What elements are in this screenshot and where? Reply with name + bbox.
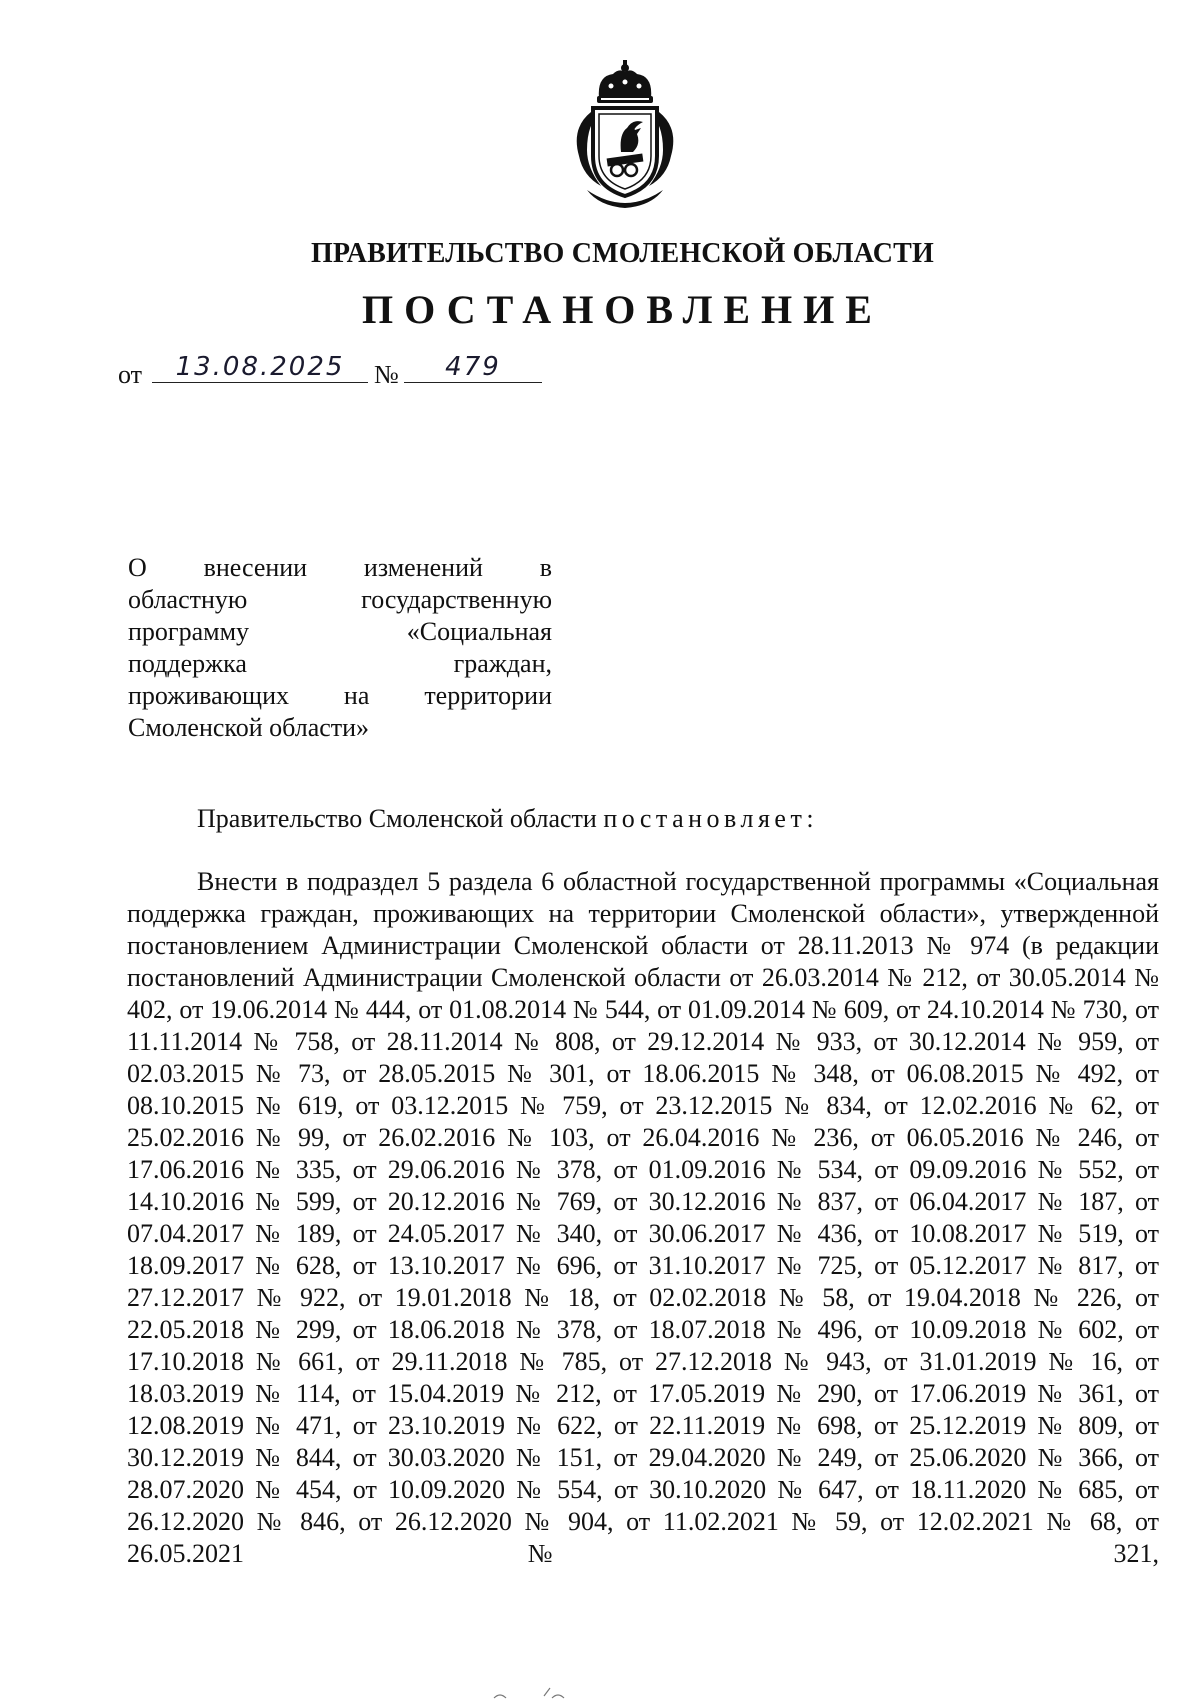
document-subject [128, 552, 552, 744]
document-type-title: ПОСТАНОВЛЕНИЕ [362, 287, 883, 332]
number-label: № [374, 360, 399, 389]
subject-line: Смоленской области» [128, 713, 370, 742]
body-paragraph: Внести в подраздел 5 раздела 6 областной государственной программы «Социальная поддержка граждан, проживающих на территории Смоленской области», утвержденной постановлением Администрации Смоленской области от 28.11.2013 № 974 (в редакции постановлений Администрации Смоленской области от 26.03.2014 № 212, от 30.05.2014 № 402, от 19.06.2014 № 444, от 01.08.2014 № 544, от 01.09.2014 № 609, от 24.10.2014 № 730, от 11.11.2014 № 758, от 28.11.2014 № 808, от 29.12.2014 № 933, от 30.12.2014 № 959, от 02.03.2015 № 73, от 28.05.2015 № 301, от 18.06.2015 № 348, от 06.08.2015 № 492, от 08.10.2015 № 619, от 03.12.2015 № 759, от 23.12.2015 № 834, от 12.02.2016 № 62, от 25.02.2016 № 99, от 26.02.2016 № 103, от 26.04.2016 № 236, от 06.05.2016 № 246, от 17.06.2016 № 335, от 29.06.2016 № 378, от 01.09.2016 № 534, от 09.09.2016 № 552, от 14.10.2016 № 599, от 20.12.2016 № 769, от 30.12.2016 № 837, от 06.04.2017 № 187, от 07.04.2017 № 189, от 24.05.2017 № 340, от 30.06.2017 № 436, от 10.08.2017 № 519, от 18.09.2017 № 628, от 13.10.2017 № 696, от 31.10.2017 № 725, от 05.12.2017 № 817, от 27.12.2017 № 922, от 19.01.2018 № 18, от 02.02.2018 № 58, от 19.04.2018 № 226, от 22.05.2018 № 299, от 18.06.2018 № 378, от 18.07.2018 № 496, от 10.09.2018 № 602, от 17.10.2018 № 661, от 29.11.2018 № 785, от 27.12.2018 № 943, от 31.01.2019 № 16, от 18.03.2019 № 114, от 15.04.2019 № 212, от 17.05.2019 № 290, от 17.06.2019 № 361, от 12.08.2019 № 471, от 23.10.2019 № 622, от 22.11.2019 № 698, от 25.12.2019 № 809, от 30.12.2019 № 844, от 30.03.2020 № 151, от 29.04.2020 № 249, от 25.06.2020 № 366, от 28.07.2020 № 454, от 10.09.2020 № 554, от 30.10.2020 № 647, от 18.11.2020 № 685, от 26.12.2020 № 846, от 26.12.2020 № 904, от 11.02.2021 № 59, от 12.02.2021 № 68, от 26.05.2021 № 321, [127, 867, 1159, 1568]
subject-line: программу «Социальная [128, 617, 552, 646]
intro-verb: постановляет: [603, 804, 819, 833]
resolution-intro [197, 804, 818, 834]
page-edge-mark [490, 1682, 590, 1702]
handwritten-date: 13.08.2025 [152, 352, 368, 383]
handwritten-number: 479 [404, 352, 542, 383]
coat-of-arms-icon [561, 58, 689, 210]
intro-prefix: Правительство Смоленской области [197, 804, 597, 833]
subject-line: О внесении изменений в [128, 553, 552, 582]
date-from-label: от [118, 360, 143, 389]
subject-line: областную государственную [128, 585, 552, 614]
government-title: ПРАВИТЕЛЬСТВО СМОЛЕНСКОЙ ОБЛАСТИ [310, 238, 935, 269]
subject-line: проживающих на территории [128, 681, 552, 710]
subject-line: поддержка граждан, [128, 649, 552, 678]
